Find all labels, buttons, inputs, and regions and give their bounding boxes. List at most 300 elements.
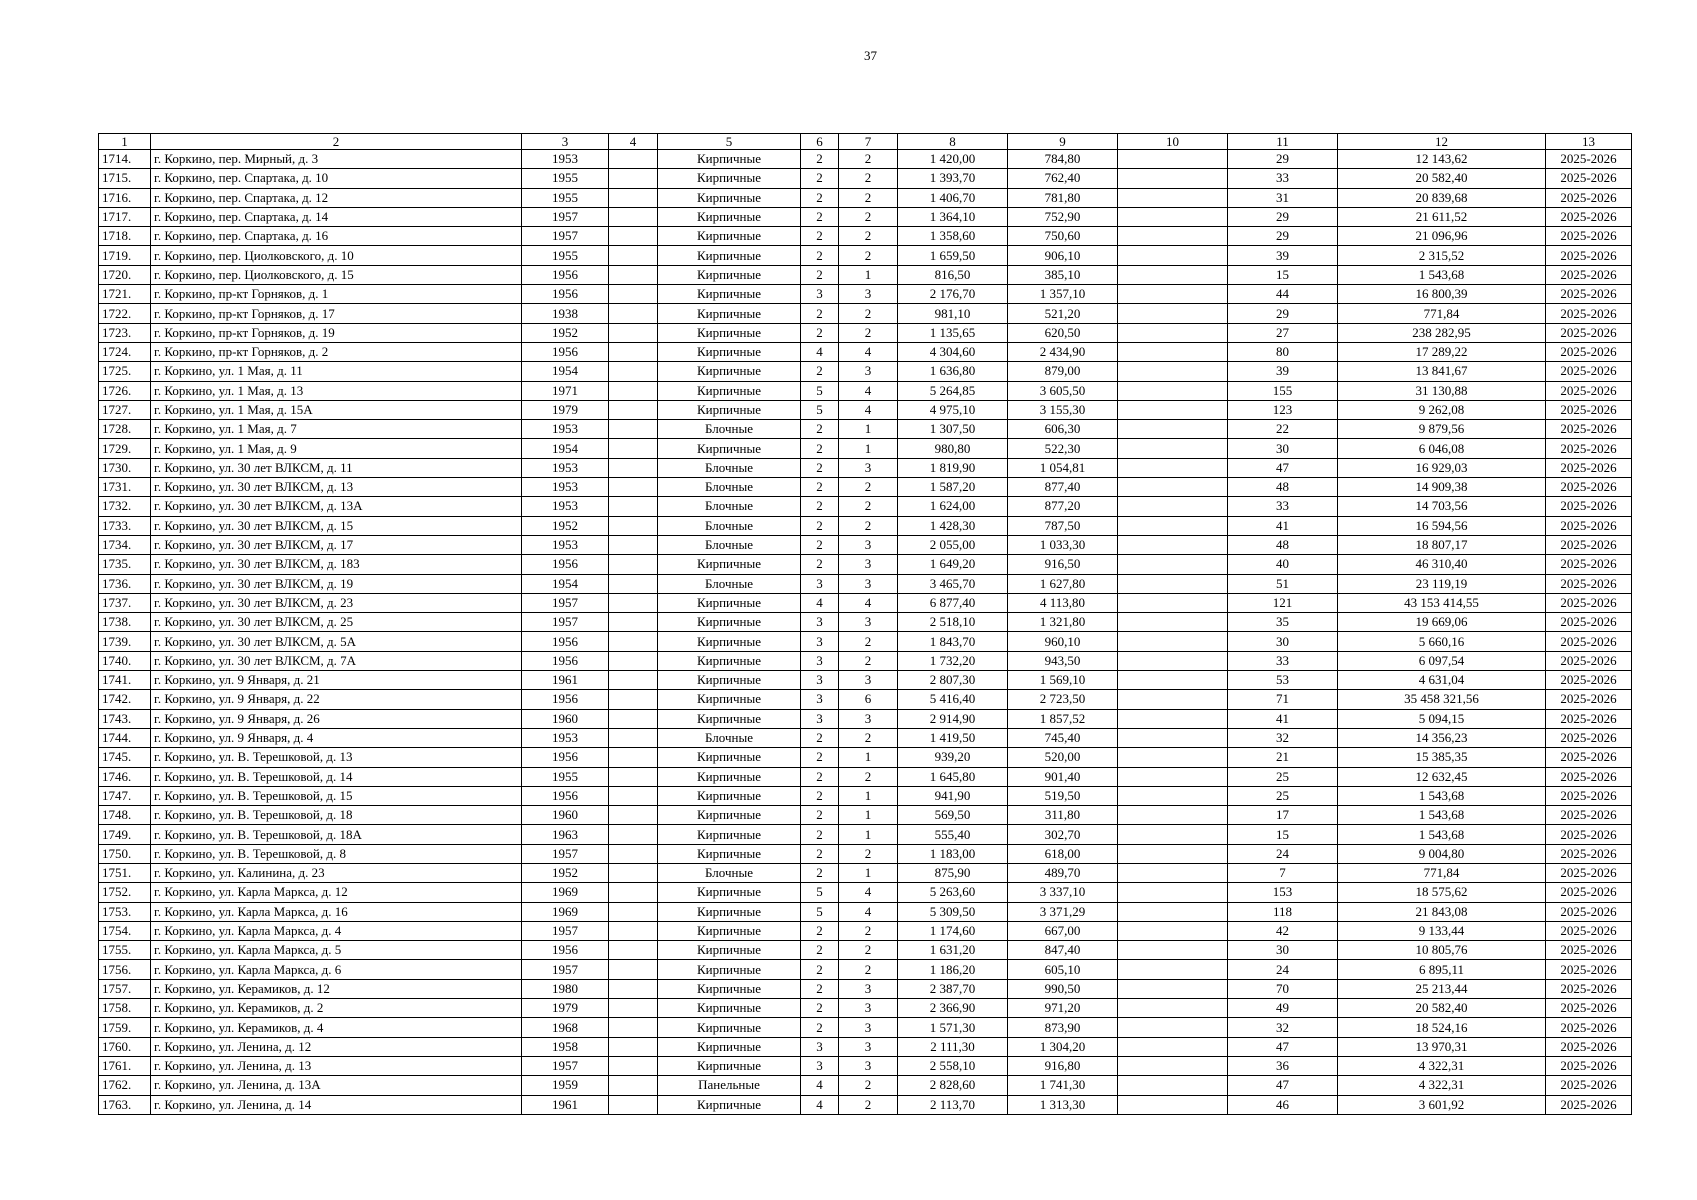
cell-residents: 7 — [1228, 863, 1338, 882]
cell-cost: 20 582,40 — [1338, 169, 1546, 188]
cell-col-4-value — [609, 265, 658, 284]
cell-repair-period: 2025-2026 — [1546, 806, 1632, 825]
cell-col-4-value — [609, 902, 658, 921]
table-row — [99, 941, 1632, 960]
table-row — [99, 651, 1632, 670]
cell-repair-period: 2025-2026 — [1546, 381, 1632, 400]
cell-row-number: 1747. — [99, 786, 151, 805]
cell-repair-period: 2025-2026 — [1546, 1056, 1632, 1075]
cell-address: г. Коркино, ул. 1 Мая, д. 7 — [151, 420, 522, 439]
table-row — [99, 632, 1632, 651]
cell-address: г. Коркино, ул. Карла Маркса, д. 16 — [151, 902, 522, 921]
cell-address: г. Коркино, ул. 1 Мая, д. 15А — [151, 400, 522, 419]
cell-entrances: 3 — [839, 999, 898, 1018]
cell-floors: 5 — [801, 400, 839, 419]
table-row — [99, 960, 1632, 979]
cell-floors: 2 — [801, 150, 839, 169]
table-row — [99, 709, 1632, 728]
cell-entrances: 1 — [839, 806, 898, 825]
cell-col-10-value — [1118, 960, 1228, 979]
cell-total-area: 5 263,60 — [898, 883, 1008, 902]
table-row — [99, 999, 1632, 1018]
cell-repair-period: 2025-2026 — [1546, 671, 1632, 690]
cell-entrances: 3 — [839, 1018, 898, 1037]
cell-floors: 3 — [801, 709, 839, 728]
table-row — [99, 304, 1632, 323]
cell-row-number: 1757. — [99, 979, 151, 998]
cell-year-built: 1968 — [522, 1018, 609, 1037]
cell-address: г. Коркино, ул. 30 лет ВЛКСМ, д. 25 — [151, 613, 522, 632]
cell-living-area: 4 113,80 — [1008, 593, 1118, 612]
cell-repair-period: 2025-2026 — [1546, 265, 1632, 284]
cell-total-area: 1 406,70 — [898, 188, 1008, 207]
cell-cost: 21 611,52 — [1338, 207, 1546, 226]
cell-cost: 35 458 321,56 — [1338, 690, 1546, 709]
cell-cost: 20 839,68 — [1338, 188, 1546, 207]
cell-repair-period: 2025-2026 — [1546, 555, 1632, 574]
cell-residents: 80 — [1228, 342, 1338, 361]
cell-address: г. Коркино, ул. Ленина, д. 14 — [151, 1095, 522, 1114]
cell-floors: 4 — [801, 593, 839, 612]
cell-col-10-value — [1118, 921, 1228, 940]
cell-col-10-value — [1118, 188, 1228, 207]
cell-entrances: 1 — [839, 786, 898, 805]
cell-residents: 29 — [1228, 150, 1338, 169]
cell-row-number: 1748. — [99, 806, 151, 825]
cell-wall-material: Блочные — [658, 497, 801, 516]
header-col-floors: 6 — [801, 134, 839, 150]
table-row — [99, 671, 1632, 690]
cell-repair-period: 2025-2026 — [1546, 632, 1632, 651]
cell-address: г. Коркино, ул. 30 лет ВЛКСМ, д. 7А — [151, 651, 522, 670]
cell-entrances: 1 — [839, 265, 898, 284]
cell-floors: 3 — [801, 285, 839, 304]
cell-address: г. Коркино, пер. Спартака, д. 10 — [151, 169, 522, 188]
cell-row-number: 1760. — [99, 1037, 151, 1056]
cell-floors: 4 — [801, 342, 839, 361]
cell-cost: 20 582,40 — [1338, 999, 1546, 1018]
cell-entrances: 3 — [839, 613, 898, 632]
cell-living-area: 877,20 — [1008, 497, 1118, 516]
table-row — [99, 342, 1632, 361]
table-row — [99, 265, 1632, 284]
cell-repair-period: 2025-2026 — [1546, 342, 1632, 361]
table-row — [99, 825, 1632, 844]
cell-entrances: 4 — [839, 342, 898, 361]
cell-row-number: 1751. — [99, 863, 151, 882]
cell-residents: 36 — [1228, 1056, 1338, 1075]
cell-entrances: 4 — [839, 883, 898, 902]
cell-cost: 1 543,68 — [1338, 806, 1546, 825]
cell-total-area: 2 176,70 — [898, 285, 1008, 304]
cell-row-number: 1749. — [99, 825, 151, 844]
cell-floors: 2 — [801, 188, 839, 207]
cell-residents: 48 — [1228, 535, 1338, 554]
cell-residents: 123 — [1228, 400, 1338, 419]
cell-col-10-value — [1118, 651, 1228, 670]
cell-floors: 2 — [801, 420, 839, 439]
cell-cost: 21 096,96 — [1338, 227, 1546, 246]
cell-col-10-value — [1118, 1018, 1228, 1037]
cell-floors: 2 — [801, 1018, 839, 1037]
cell-cost: 9 133,44 — [1338, 921, 1546, 940]
cell-living-area: 606,30 — [1008, 420, 1118, 439]
cell-repair-period: 2025-2026 — [1546, 458, 1632, 477]
cell-wall-material: Кирпичные — [658, 285, 801, 304]
cell-repair-period: 2025-2026 — [1546, 593, 1632, 612]
cell-col-10-value — [1118, 516, 1228, 535]
cell-floors: 2 — [801, 535, 839, 554]
cell-floors: 3 — [801, 1056, 839, 1075]
cell-address: г. Коркино, пер. Мирный, д. 3 — [151, 150, 522, 169]
cell-wall-material: Кирпичные — [658, 883, 801, 902]
cell-cost: 21 843,08 — [1338, 902, 1546, 921]
table-row — [99, 323, 1632, 342]
cell-total-area: 569,50 — [898, 806, 1008, 825]
cell-repair-period: 2025-2026 — [1546, 246, 1632, 265]
header-col-material: 5 — [658, 134, 801, 150]
cell-year-built: 1955 — [522, 246, 609, 265]
cell-col-4-value — [609, 825, 658, 844]
cell-entrances: 3 — [839, 979, 898, 998]
cell-col-10-value — [1118, 613, 1228, 632]
header-col-area-living: 9 — [1008, 134, 1118, 150]
cell-col-10-value — [1118, 150, 1228, 169]
cell-wall-material: Блочные — [658, 458, 801, 477]
cell-wall-material: Кирпичные — [658, 960, 801, 979]
table-row — [99, 902, 1632, 921]
cell-repair-period: 2025-2026 — [1546, 613, 1632, 632]
cell-address: г. Коркино, ул. Карла Маркса, д. 6 — [151, 960, 522, 979]
cell-living-area: 847,40 — [1008, 941, 1118, 960]
cell-wall-material: Кирпичные — [658, 227, 801, 246]
cell-entrances: 1 — [839, 420, 898, 439]
cell-wall-material: Кирпичные — [658, 999, 801, 1018]
cell-year-built: 1956 — [522, 651, 609, 670]
cell-wall-material: Кирпичные — [658, 825, 801, 844]
cell-residents: 39 — [1228, 362, 1338, 381]
cell-row-number: 1732. — [99, 497, 151, 516]
cell-wall-material: Кирпичные — [658, 806, 801, 825]
cell-year-built: 1953 — [522, 535, 609, 554]
cell-col-10-value — [1118, 690, 1228, 709]
cell-living-area: 3 371,29 — [1008, 902, 1118, 921]
cell-residents: 48 — [1228, 478, 1338, 497]
cell-living-area: 3 337,10 — [1008, 883, 1118, 902]
cell-cost: 17 289,22 — [1338, 342, 1546, 361]
cell-year-built: 1957 — [522, 207, 609, 226]
cell-row-number: 1742. — [99, 690, 151, 709]
cell-entrances: 3 — [839, 555, 898, 574]
cell-cost: 5 660,16 — [1338, 632, 1546, 651]
cell-year-built: 1956 — [522, 342, 609, 361]
cell-floors: 3 — [801, 574, 839, 593]
cell-year-built: 1960 — [522, 709, 609, 728]
cell-wall-material: Кирпичные — [658, 593, 801, 612]
cell-repair-period: 2025-2026 — [1546, 941, 1632, 960]
table-row — [99, 748, 1632, 767]
cell-entrances: 2 — [839, 960, 898, 979]
cell-repair-period: 2025-2026 — [1546, 1095, 1632, 1114]
cell-living-area: 752,90 — [1008, 207, 1118, 226]
cell-year-built: 1958 — [522, 1037, 609, 1056]
table-row — [99, 806, 1632, 825]
cell-living-area: 3 605,50 — [1008, 381, 1118, 400]
cell-row-number: 1755. — [99, 941, 151, 960]
cell-address: г. Коркино, ул. 30 лет ВЛКСМ, д. 13А — [151, 497, 522, 516]
cell-address: г. Коркино, пр-кт Горняков, д. 19 — [151, 323, 522, 342]
cell-cost: 1 543,68 — [1338, 265, 1546, 284]
cell-total-area: 1 135,65 — [898, 323, 1008, 342]
cell-row-number: 1763. — [99, 1095, 151, 1114]
cell-cost: 6 097,54 — [1338, 651, 1546, 670]
cell-col-10-value — [1118, 786, 1228, 805]
cell-address: г. Коркино, пер. Циолковского, д. 15 — [151, 265, 522, 284]
cell-row-number: 1754. — [99, 921, 151, 940]
cell-total-area: 6 877,40 — [898, 593, 1008, 612]
cell-wall-material: Кирпичные — [658, 246, 801, 265]
cell-cost: 46 310,40 — [1338, 555, 1546, 574]
cell-living-area: 1 357,10 — [1008, 285, 1118, 304]
cell-floors: 2 — [801, 478, 839, 497]
table-row — [99, 400, 1632, 419]
cell-cost: 9 879,56 — [1338, 420, 1546, 439]
cell-address: г. Коркино, ул. В. Терешковой, д. 18 — [151, 806, 522, 825]
cell-year-built: 1961 — [522, 671, 609, 690]
cell-year-built: 1971 — [522, 381, 609, 400]
cell-wall-material: Кирпичные — [658, 941, 801, 960]
cell-wall-material: Кирпичные — [658, 169, 801, 188]
cell-residents: 51 — [1228, 574, 1338, 593]
cell-living-area: 605,10 — [1008, 960, 1118, 979]
cell-row-number: 1745. — [99, 748, 151, 767]
cell-col-10-value — [1118, 1076, 1228, 1095]
cell-entrances: 2 — [839, 1095, 898, 1114]
cell-address: г. Коркино, ул. В. Терешковой, д. 13 — [151, 748, 522, 767]
cell-col-4-value — [609, 671, 658, 690]
cell-year-built: 1959 — [522, 1076, 609, 1095]
cell-col-4-value — [609, 921, 658, 940]
cell-row-number: 1726. — [99, 381, 151, 400]
cell-col-4-value — [609, 709, 658, 728]
cell-wall-material: Кирпичные — [658, 555, 801, 574]
header-col-address: 2 — [151, 134, 522, 150]
cell-total-area: 1 636,80 — [898, 362, 1008, 381]
cell-year-built: 1956 — [522, 748, 609, 767]
cell-residents: 121 — [1228, 593, 1338, 612]
cell-cost: 6 046,08 — [1338, 439, 1546, 458]
cell-wall-material: Кирпичные — [658, 400, 801, 419]
cell-living-area: 1 321,80 — [1008, 613, 1118, 632]
cell-wall-material: Кирпичные — [658, 439, 801, 458]
cell-address: г. Коркино, ул. Керамиков, д. 4 — [151, 1018, 522, 1037]
cell-total-area: 3 465,70 — [898, 574, 1008, 593]
cell-col-4-value — [609, 458, 658, 477]
cell-cost: 6 895,11 — [1338, 960, 1546, 979]
cell-col-4-value — [609, 227, 658, 246]
cell-col-4-value — [609, 246, 658, 265]
cell-year-built: 1957 — [522, 921, 609, 940]
cell-repair-period: 2025-2026 — [1546, 497, 1632, 516]
cell-col-10-value — [1118, 999, 1228, 1018]
cell-entrances: 2 — [839, 516, 898, 535]
table-row — [99, 844, 1632, 863]
cell-row-number: 1717. — [99, 207, 151, 226]
cell-cost: 23 119,19 — [1338, 574, 1546, 593]
header-col-residents: 11 — [1228, 134, 1338, 150]
cell-wall-material: Кирпичные — [658, 323, 801, 342]
cell-repair-period: 2025-2026 — [1546, 516, 1632, 535]
cell-address: г. Коркино, ул. Карла Маркса, д. 4 — [151, 921, 522, 940]
cell-total-area: 2 807,30 — [898, 671, 1008, 690]
cell-repair-period: 2025-2026 — [1546, 304, 1632, 323]
cell-total-area: 1 393,70 — [898, 169, 1008, 188]
cell-residents: 29 — [1228, 304, 1338, 323]
cell-address: г. Коркино, ул. 9 Января, д. 22 — [151, 690, 522, 709]
cell-wall-material: Блочные — [658, 863, 801, 882]
table-row — [99, 1018, 1632, 1037]
cell-total-area: 2 828,60 — [898, 1076, 1008, 1095]
cell-floors: 5 — [801, 381, 839, 400]
cell-entrances: 3 — [839, 285, 898, 304]
cell-col-4-value — [609, 1095, 658, 1114]
cell-col-10-value — [1118, 458, 1228, 477]
table-row — [99, 555, 1632, 574]
cell-wall-material: Кирпичные — [658, 613, 801, 632]
cell-year-built: 1938 — [522, 304, 609, 323]
cell-col-10-value — [1118, 1095, 1228, 1114]
cell-cost: 16 800,39 — [1338, 285, 1546, 304]
cell-floors: 4 — [801, 1076, 839, 1095]
cell-living-area: 901,40 — [1008, 767, 1118, 786]
cell-row-number: 1718. — [99, 227, 151, 246]
cell-col-10-value — [1118, 265, 1228, 284]
cell-col-10-value — [1118, 285, 1228, 304]
cell-wall-material: Кирпичные — [658, 265, 801, 284]
page-number: 37 — [864, 48, 877, 63]
cell-year-built: 1956 — [522, 555, 609, 574]
cell-wall-material: Кирпичные — [658, 690, 801, 709]
cell-year-built: 1980 — [522, 979, 609, 998]
cell-wall-material: Кирпичные — [658, 1018, 801, 1037]
cell-residents: 31 — [1228, 188, 1338, 207]
cell-floors: 2 — [801, 555, 839, 574]
cell-floors: 2 — [801, 169, 839, 188]
cell-year-built: 1955 — [522, 188, 609, 207]
cell-col-10-value — [1118, 362, 1228, 381]
cell-entrances: 2 — [839, 941, 898, 960]
cell-cost: 771,84 — [1338, 304, 1546, 323]
cell-year-built: 1952 — [522, 323, 609, 342]
cell-wall-material: Кирпичные — [658, 748, 801, 767]
cell-col-4-value — [609, 979, 658, 998]
table-row — [99, 227, 1632, 246]
header-col-period: 13 — [1546, 134, 1632, 150]
cell-year-built: 1956 — [522, 690, 609, 709]
cell-living-area: 385,10 — [1008, 265, 1118, 284]
cell-living-area: 916,50 — [1008, 555, 1118, 574]
cell-repair-period: 2025-2026 — [1546, 728, 1632, 747]
cell-address: г. Коркино, пр-кт Горняков, д. 2 — [151, 342, 522, 361]
cell-col-10-value — [1118, 941, 1228, 960]
cell-floors: 3 — [801, 651, 839, 670]
cell-col-10-value — [1118, 632, 1228, 651]
cell-repair-period: 2025-2026 — [1546, 979, 1632, 998]
cell-year-built: 1963 — [522, 825, 609, 844]
cell-repair-period: 2025-2026 — [1546, 362, 1632, 381]
cell-col-4-value — [609, 632, 658, 651]
cell-col-10-value — [1118, 439, 1228, 458]
cell-floors: 2 — [801, 323, 839, 342]
cell-repair-period: 2025-2026 — [1546, 1076, 1632, 1095]
cell-cost: 25 213,44 — [1338, 979, 1546, 998]
cell-residents: 33 — [1228, 169, 1338, 188]
cell-address: г. Коркино, ул. 30 лет ВЛКСМ, д. 5А — [151, 632, 522, 651]
cell-row-number: 1714. — [99, 150, 151, 169]
cell-living-area: 873,90 — [1008, 1018, 1118, 1037]
cell-entrances: 2 — [839, 150, 898, 169]
cell-row-number: 1721. — [99, 285, 151, 304]
cell-address: г. Коркино, ул. Ленина, д. 13 — [151, 1056, 522, 1075]
cell-col-4-value — [609, 883, 658, 902]
cell-living-area: 877,40 — [1008, 478, 1118, 497]
cell-wall-material: Кирпичные — [658, 786, 801, 805]
header-col-year: 3 — [522, 134, 609, 150]
cell-row-number: 1722. — [99, 304, 151, 323]
cell-col-10-value — [1118, 207, 1228, 226]
cell-floors: 2 — [801, 960, 839, 979]
table-row — [99, 478, 1632, 497]
cell-col-4-value — [609, 786, 658, 805]
cell-col-4-value — [609, 574, 658, 593]
cell-col-4-value — [609, 748, 658, 767]
cell-col-4-value — [609, 767, 658, 786]
table-row — [99, 246, 1632, 265]
cell-col-10-value — [1118, 323, 1228, 342]
cell-year-built: 1957 — [522, 613, 609, 632]
cell-repair-period: 2025-2026 — [1546, 748, 1632, 767]
cell-cost: 2 315,52 — [1338, 246, 1546, 265]
cell-cost: 4 322,31 — [1338, 1076, 1546, 1095]
table-row — [99, 883, 1632, 902]
cell-year-built: 1979 — [522, 999, 609, 1018]
cell-total-area: 1 358,60 — [898, 227, 1008, 246]
cell-living-area: 1 569,10 — [1008, 671, 1118, 690]
header-col-10: 10 — [1118, 134, 1228, 150]
cell-address: г. Коркино, ул. Карла Маркса, д. 12 — [151, 883, 522, 902]
cell-wall-material: Кирпичные — [658, 671, 801, 690]
cell-address: г. Коркино, ул. 9 Января, д. 26 — [151, 709, 522, 728]
cell-total-area: 2 387,70 — [898, 979, 1008, 998]
cell-row-number: 1761. — [99, 1056, 151, 1075]
cell-row-number: 1738. — [99, 613, 151, 632]
cell-total-area: 1 587,20 — [898, 478, 1008, 497]
cell-col-10-value — [1118, 574, 1228, 593]
table-row — [99, 1037, 1632, 1056]
cell-wall-material: Кирпичные — [658, 902, 801, 921]
cell-total-area: 1 174,60 — [898, 921, 1008, 940]
cell-repair-period: 2025-2026 — [1546, 188, 1632, 207]
cell-total-area: 5 309,50 — [898, 902, 1008, 921]
cell-floors: 2 — [801, 941, 839, 960]
cell-residents: 25 — [1228, 767, 1338, 786]
cell-living-area: 620,50 — [1008, 323, 1118, 342]
cell-year-built: 1956 — [522, 265, 609, 284]
cell-total-area: 1 659,50 — [898, 246, 1008, 265]
cell-total-area: 2 366,90 — [898, 999, 1008, 1018]
cell-row-number: 1720. — [99, 265, 151, 284]
header-row — [99, 134, 1632, 150]
